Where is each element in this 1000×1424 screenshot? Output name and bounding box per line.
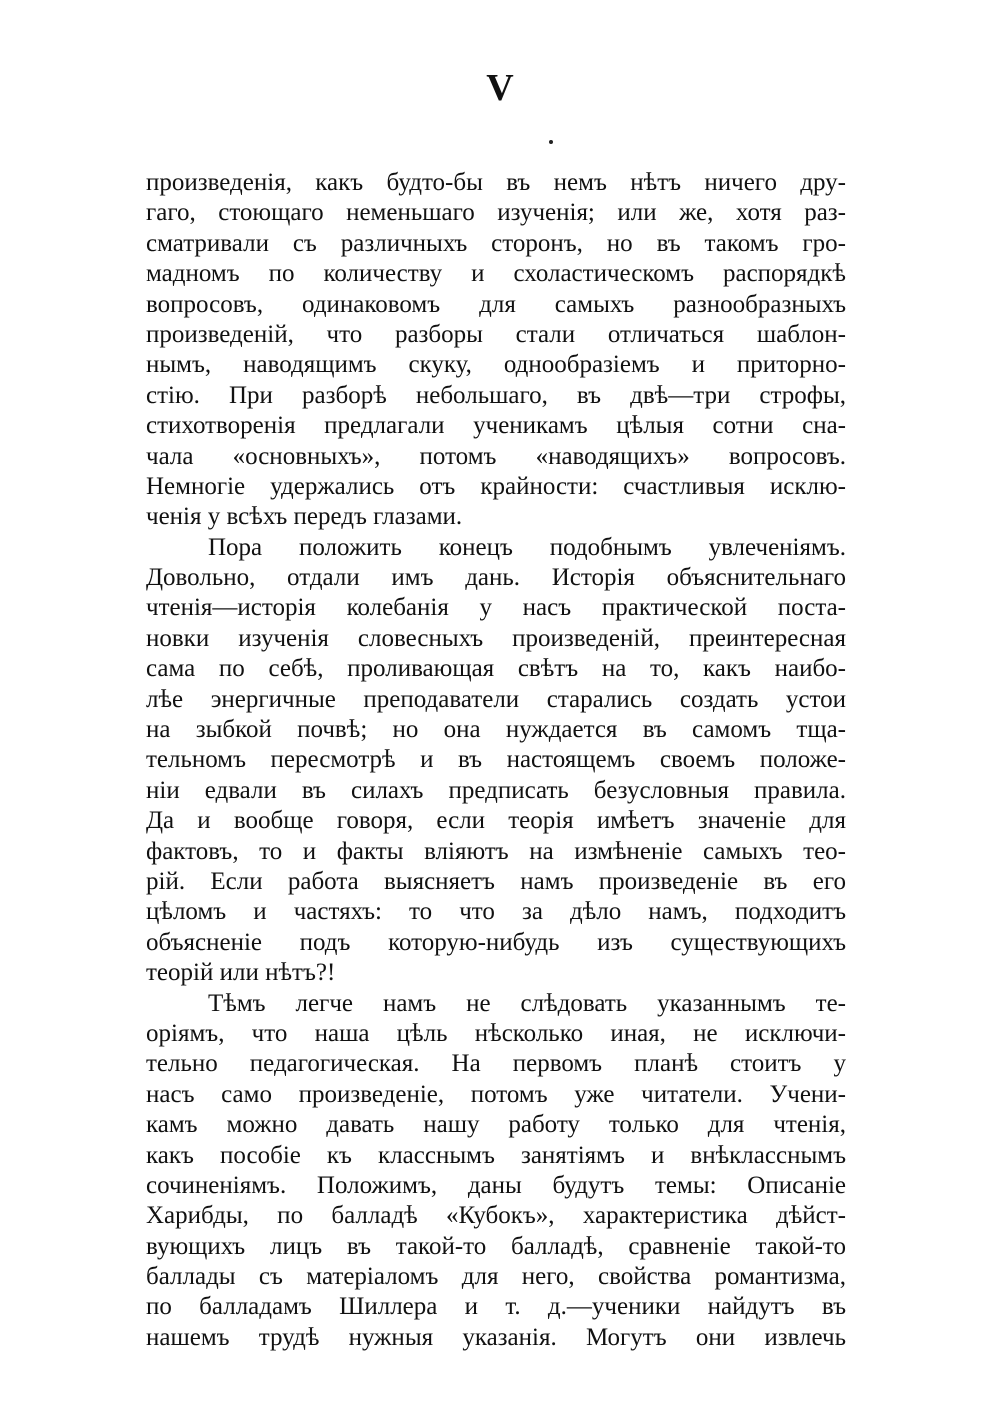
body-text	[146, 168, 846, 1353]
text-line: по балладамъ Шиллера и т. д.—ученики найдутъ въ	[146, 1293, 846, 1321]
text-line: произведенія, какъ будто-бы въ немъ нѣтъ ничего дру-	[146, 169, 846, 196]
text-line: фактовъ, то и факты вліяютъ на измѣненіе самыхъ тео-	[146, 837, 846, 865]
text-line: чала «основныхъ», потомъ «наводящихъ» вопросовъ.	[146, 442, 846, 470]
text-line: Немногіе удержались отъ крайности: счастливыя исклю-	[146, 472, 846, 500]
text-line: стію. При разборѣ небольшаго, въ двѣ—три строфы,	[146, 381, 846, 409]
print-speck	[549, 140, 553, 144]
text-line: тельно педагогическая. На первомъ планѣ стоитъ у	[146, 1050, 846, 1078]
text-line: сматривали съ различныхъ сторонъ, но въ такомъ гро-	[146, 229, 846, 257]
text-line: цѣломъ и частяхъ: то что за дѣло намъ, подходитъ	[146, 898, 846, 926]
text-line: Да и вообще говоря, если теорія имѣетъ значеніе для	[146, 807, 846, 835]
text-line: новки изученія словесныхъ произведеній, преинтересная	[146, 624, 846, 652]
text-line: сама по себѣ, проливающая свѣтъ на то, какъ наибо-	[146, 655, 846, 683]
text-line: насъ само произведеніе, потомъ уже читатели. Учени-	[146, 1080, 846, 1108]
text-line: тельномъ пересмотрѣ и въ настоящемъ своемъ положе-	[146, 746, 846, 774]
text-line: Довольно, отдали имъ дань. Исторія объяснительнаго	[146, 564, 846, 592]
text-line: нымъ, наводящимъ скуку, однообразіемъ и приторно-	[146, 351, 846, 379]
text-line: Пора положить конецъ подобнымъ увлеченіямъ.	[208, 533, 846, 561]
paragraph-3	[146, 989, 846, 1354]
text-line: камъ можно давать нашу работу только для чтенія,	[146, 1111, 846, 1139]
text-line: Тѣмъ легче намъ не слѣдовать указаннымъ те-	[208, 989, 846, 1017]
text-line: объясненіе подъ которую-нибудь изъ существующихъ	[146, 928, 846, 956]
text-line: на зыбкой почвѣ; но она нуждается въ самомъ тща-	[146, 716, 846, 744]
text-line: баллады съ матеріаломъ для него, свойства романтизма,	[146, 1263, 846, 1291]
text-line: произведеній, что разборы стали отличаться шаблон-	[146, 320, 846, 348]
text-line: теорій или нѣтъ?!	[146, 959, 336, 987]
text-line: стихотворенія предлагали ученикамъ цѣлыя сотни сна-	[146, 412, 846, 440]
text-line: сочиненіямъ. Положимъ, даны будутъ темы: Описаніе	[146, 1171, 846, 1199]
text-line: лѣе энергичные преподаватели старались создать устои	[146, 685, 846, 713]
text-line: оріямъ, что наша цѣль нѣсколько иная, не исключи-	[146, 1019, 846, 1047]
text-line: ніи едвали въ силахъ предписать безусловныя правила.	[146, 776, 846, 804]
text-line: мадномъ по количеству и схоластическомъ распорядкѣ	[146, 260, 846, 288]
page-number: V	[486, 67, 514, 109]
text-line: вующихъ лицъ въ такой-то балладѣ, сравненіе такой-то	[146, 1232, 846, 1260]
text-line: гаго, стоющаго неменьшаго изученія; или же, хотя раз-	[146, 199, 846, 227]
text-line: чтенія—исторія колебанія у насъ практической поста-	[146, 594, 846, 622]
paragraph-1	[146, 168, 846, 533]
text-line: рій. Если работа выясняетъ намъ произведеніе въ его	[146, 867, 846, 895]
text-line: ченія у всѣхъ передъ глазами.	[146, 503, 463, 531]
text-line: какъ пособіе къ класснымъ занятіямъ и внѣкласснымъ	[146, 1141, 846, 1169]
text-line: нашемъ трудѣ нужныя указанія. Могутъ они извлечь	[146, 1323, 846, 1351]
text-line: вопросовъ, одинаковомъ для самыхъ разнообразныхъ	[146, 290, 846, 318]
paragraph-2	[146, 533, 846, 989]
text-line: Харибды, по балладѣ «Кубокъ», характеристика дѣйст-	[146, 1202, 846, 1230]
